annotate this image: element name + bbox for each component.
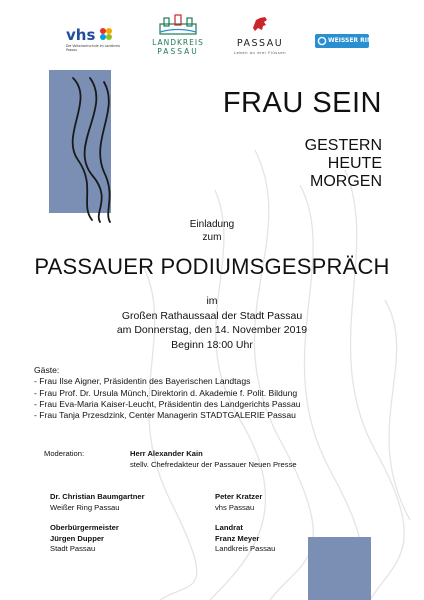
event-title: PASSAUER PODIUMSGESPRÄCH (34, 254, 390, 279)
headline-subtitle (305, 137, 382, 191)
host-stadt (50, 523, 119, 555)
event-location: Großen Rathaussaal der Stadt Passau (121, 309, 303, 322)
host-org: Stadt Passau (50, 544, 96, 553)
list-item: - Frau Eva-Maria Kaiser-Leucht, Präsidentin des Landgerichts Passau (34, 398, 301, 409)
weisser-ring-logo-text: WEISSER RING (328, 37, 377, 44)
host-name: Franz Meyer (215, 533, 260, 543)
host-org: Landkreis Passau (215, 544, 276, 553)
headline-gestern: GESTERN (304, 137, 382, 154)
invitation-line2: zum (202, 232, 222, 243)
list-item: - Frau Tanja Przesdzink, Center Managerin STADTGALERIE Passau (34, 410, 296, 421)
weisser-ring-logo (315, 34, 377, 48)
host-title: Landrat (215, 523, 243, 532)
headline-heute: HEUTE (327, 155, 382, 172)
landkreis-logo-line1: LANDKREIS (152, 38, 204, 47)
vhs-logo-dots-icon (99, 27, 113, 41)
vhs-logo-text: vhs (66, 26, 96, 44)
event-details (0, 294, 424, 352)
event-date: am Donnerstag, den 14. November 2019 (116, 324, 308, 336)
host-org: vhs Passau (215, 502, 255, 512)
guest-list (34, 365, 301, 421)
passau-wolf-icon (250, 14, 270, 34)
passau-logo-tagline: Leben an drei Flüssen (233, 50, 286, 55)
list-item: - Frau Prof. Dr. Ursula Münch, Direktorin d. Akademie f. Polit. Bildung (34, 387, 298, 398)
passau-logo (228, 14, 292, 60)
location-preposition: im (206, 295, 218, 307)
host-title: Oberbürgermeister (50, 523, 119, 532)
vhs-logo-subtitle: Die Volkshochschule im Landkreis Passau (66, 44, 121, 52)
landkreis-logo (148, 14, 208, 60)
host-weisser-ring (50, 492, 145, 513)
invitation-line1: Einladung (189, 219, 235, 230)
list-item: - Frau Ilse Aigner, Präsidentin des Bayerischen Landtags (34, 376, 251, 387)
guests-heading: Gäste: (34, 365, 60, 375)
main-title: FRAU SEIN (222, 87, 382, 119)
headline-morgen: MORGEN (310, 173, 382, 190)
vhs-logo (66, 26, 126, 56)
landkreis-castle-icon (158, 14, 198, 36)
moderator-name: Herr Alexander Kain (130, 449, 203, 458)
host-org: Weißer Ring Passau (50, 502, 120, 512)
landkreis-logo-line2: PASSAU (157, 47, 199, 56)
event-time: Beginn 18:00 Uhr (171, 338, 253, 351)
host-name: Dr. Christian Baumgartner (50, 492, 145, 501)
host-vhs (215, 492, 262, 513)
moderation-label: Moderation: (44, 449, 85, 458)
weisser-ring-icon (317, 36, 327, 46)
host-name: Peter Kratzer (215, 492, 263, 501)
moderator-role: stellv. Chefredakteur der Passauer Neuen Presse (130, 460, 297, 469)
invitation-intro (0, 218, 424, 244)
passau-logo-name: PASSAU (236, 38, 284, 49)
host-name: Jürgen Dupper (50, 533, 105, 543)
host-landkreis (215, 523, 275, 555)
bottom-blue-block (308, 537, 371, 600)
